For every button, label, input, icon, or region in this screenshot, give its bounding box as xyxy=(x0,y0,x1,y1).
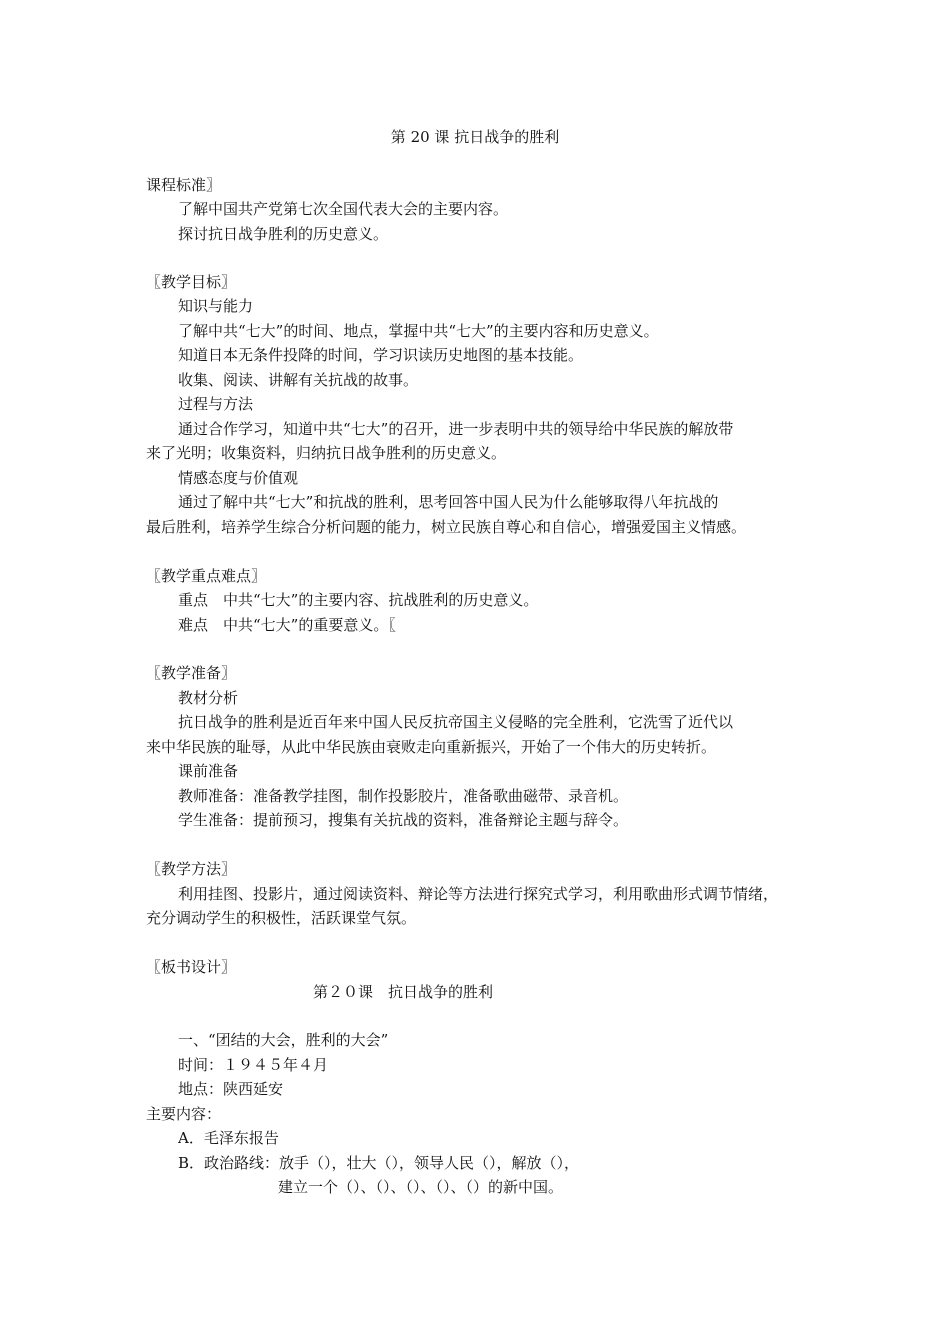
process-text: 通过合作学习，知道中共“七大”的召开，进一步表明中共的领导给中华民族的解放带 xyxy=(178,420,734,438)
knowledge-item: 知道日本无条件投降的时间，学习识读历史地图的基本技能。 xyxy=(178,346,584,364)
material-text: 抗日战争的胜利是近百年来中国人民反抗帝国主义侵略的完全胜利，它洗雪了近代以 xyxy=(178,713,734,731)
student-prep: 学生准备：提前预习，搜集有关抗战的资料，准备辩论主题与辞令。 xyxy=(178,811,629,829)
pre-class-heading: 课前准备 xyxy=(178,762,239,780)
material-heading: 教材分析 xyxy=(178,689,239,707)
process-heading: 过程与方法 xyxy=(178,395,254,413)
key-point-difficulty: 难点 中共“七大”的重要意义。〖 xyxy=(178,616,396,634)
board-item-b-cont: 建立一个（）、（）、（）、（）、（）的新中国。 xyxy=(278,1178,564,1196)
curriculum-heading: 课程标准〗 xyxy=(146,176,222,194)
material-text: 来中华民族的耻辱，从此中华民族由衰败走向重新振兴，开始了一个伟大的历史转折。 xyxy=(146,738,717,756)
knowledge-heading: 知识与能力 xyxy=(178,297,254,315)
knowledge-item: 了解中共“七大”的时间、地点，掌握中共“七大”的主要内容和历史意义。 xyxy=(178,322,659,340)
board-item-b: B．政治路线：放手（），壮大（），领导人民（），解放（）， xyxy=(178,1154,580,1172)
lesson-title: 第 20 课 抗日战争的胜利 xyxy=(390,128,560,146)
goals-heading: 〖教学目标〗 xyxy=(146,273,237,291)
board-title: 第２０课 抗日战争的胜利 xyxy=(313,983,494,1001)
preparation-heading: 〖教学准备〗 xyxy=(146,664,237,682)
curriculum-item: 了解中国共产党第七次全国代表大会的主要内容。 xyxy=(178,200,509,218)
method-heading: 〖教学方法〗 xyxy=(146,860,237,878)
board-place: 地点：陕西延安 xyxy=(178,1080,284,1098)
board-heading: 〖板书设计〗 xyxy=(146,958,237,976)
key-points-heading: 〖教学重点难点〗 xyxy=(146,567,267,585)
emotion-heading: 情感态度与价值观 xyxy=(178,469,299,487)
curriculum-item: 探讨抗日战争胜利的历史意义。 xyxy=(178,225,389,243)
board-section: 一、“团结的大会，胜利的大会” xyxy=(178,1031,389,1049)
knowledge-item: 收集、阅读、讲解有关抗战的故事。 xyxy=(178,371,419,389)
board-item-a: A．毛泽东报告 xyxy=(178,1129,279,1147)
teacher-prep: 教师准备：准备教学挂图，制作投影胶片，准备歌曲磁带、录音机。 xyxy=(178,787,629,805)
board-content-heading: 主要内容： xyxy=(146,1105,222,1123)
method-text: 利用挂图、投影片，通过阅读资料、辩论等方法进行探究式学习，利用歌曲形式调节情绪， xyxy=(178,885,779,903)
board-time: 时间：１９４５年４月 xyxy=(178,1056,329,1074)
emotion-text: 最后胜利，培养学生综合分析问题的能力，树立民族自尊心和自信心，增强爱国主义情感。 xyxy=(146,518,747,536)
emotion-text: 通过了解中共“七大”和抗战的胜利，思考回答中国人民为什么能够取得八年抗战的 xyxy=(178,493,719,511)
key-point-focus: 重点 中共“七大”的主要内容、抗战胜利的历史意义。 xyxy=(178,591,539,609)
process-text: 来了光明；收集资料，归纳抗日战争胜利的历史意义。 xyxy=(146,444,507,462)
method-text: 充分调动学生的积极性，活跃课堂气氛。 xyxy=(146,909,417,927)
